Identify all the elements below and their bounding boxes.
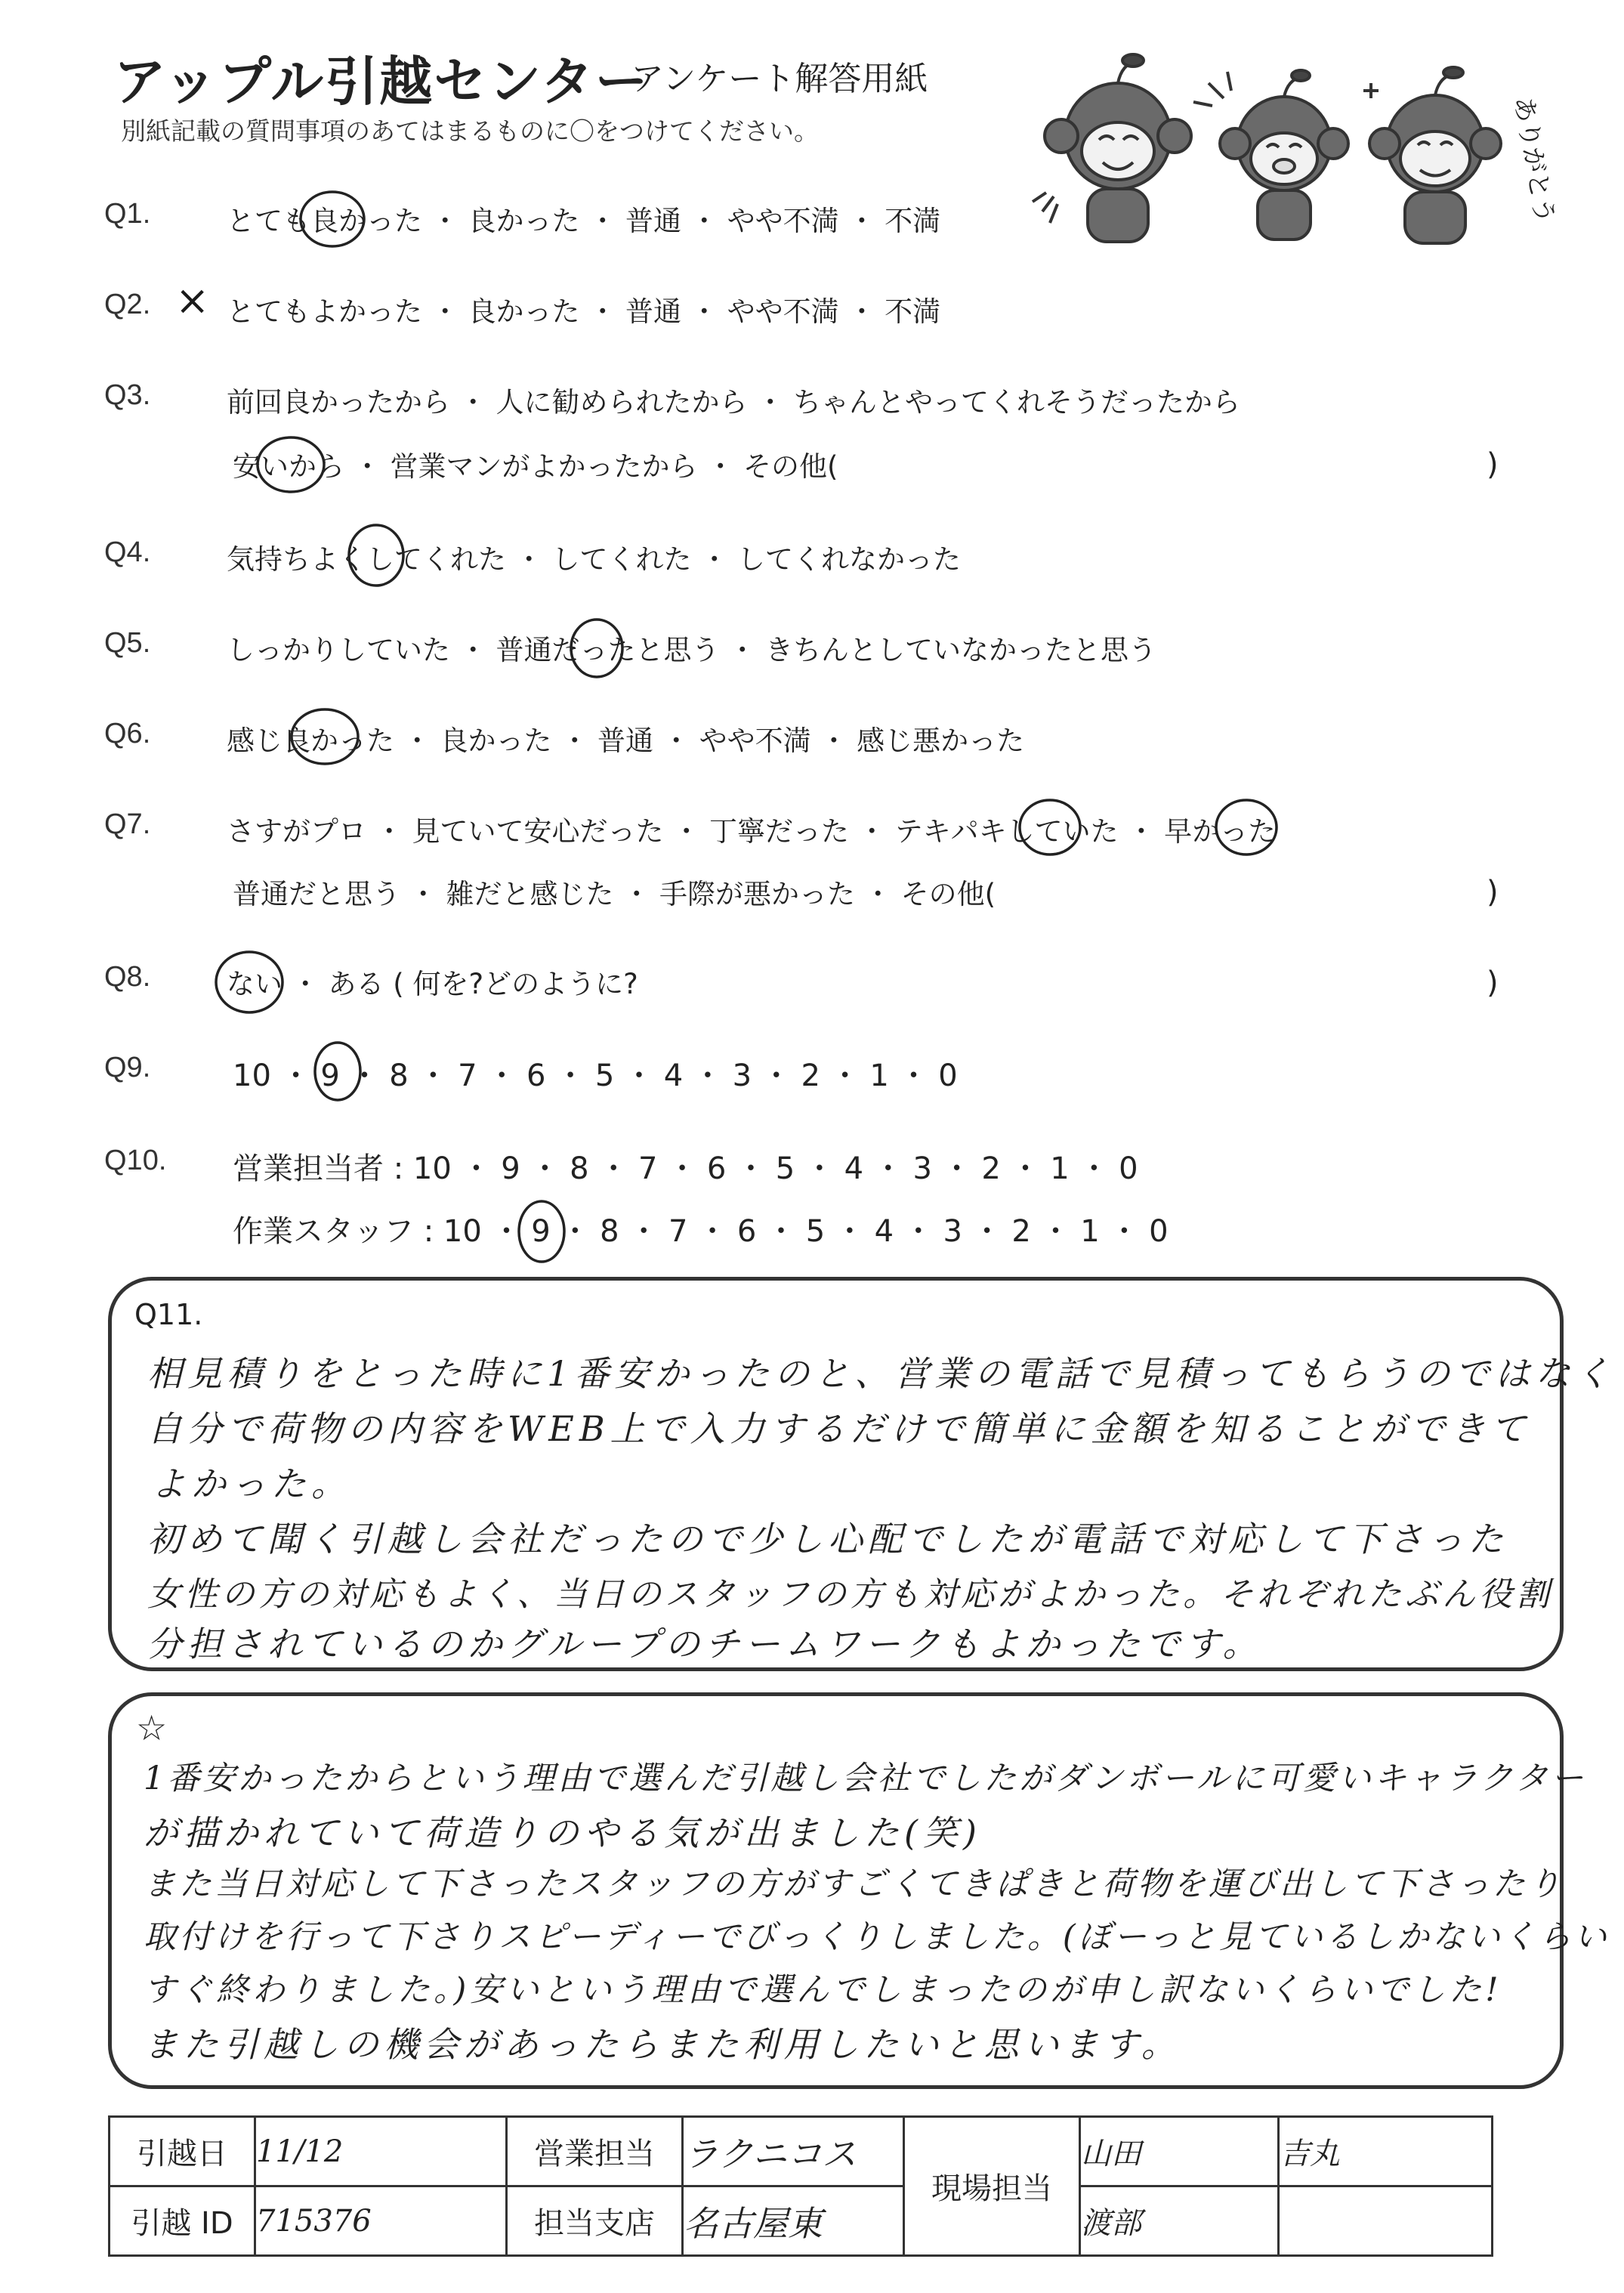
move-id-value: 715376 xyxy=(255,2186,507,2256)
q7-options-line2: 普通だと思う ・ 雑だと感じた ・ 手際が悪かった ・ その他( xyxy=(233,878,996,910)
site-staff-4 xyxy=(1279,2186,1493,2256)
q6-circle-mark xyxy=(292,709,358,764)
q10-label: Q10. xyxy=(104,1145,167,1176)
comment-line-1: 1番安かったからという理由で選んだ引越し会社でしたがダンボールに可愛いキャラクター xyxy=(144,1760,1587,1797)
q8-label: Q8. xyxy=(104,961,151,993)
q2-cross-mark: × xyxy=(175,277,210,324)
q3-options-line2: 安いから ・ 営業マンがよかったから ・ その他( xyxy=(233,450,838,483)
comment-line-4: 取付けを行って下さりスピーディーでびっくりしました。(ぼーっと見ているしかないくらい xyxy=(144,1918,1610,1956)
q5-circle-mark xyxy=(571,620,622,677)
q7-circle-mark-b xyxy=(1216,800,1277,854)
q11-label: Q11. xyxy=(134,1298,203,1331)
q7-label: Q7. xyxy=(104,808,151,840)
comment-line-2: が描かれていて荷造りのやる気が出ました(笑) xyxy=(144,1812,982,1853)
sales-value: ラクニコス xyxy=(683,2117,904,2186)
q3-options-line1: 前回良かったから ・ 人に勧められたから ・ ちゃんとやってくれそうだったから xyxy=(227,386,1241,419)
q8-circle-mark xyxy=(216,952,283,1012)
company-title: アップル引越センター xyxy=(113,51,650,113)
q7-options-line1: さすがプロ ・ 見ていて安心だった ・ 丁寧だった ・ テキパキしていた ・ 早かった xyxy=(227,815,1277,848)
q6-options: 感じ良かった ・ 良かった ・ 普通 ・ やや不満 ・ 感じ悪かった xyxy=(227,725,1025,757)
q1-options: とても良かった ・ 良かった ・ 普通 ・ やや不満 ・ 不満 xyxy=(227,205,941,237)
q8-close-paren: ) xyxy=(1487,966,1499,1000)
q1-label: Q1. xyxy=(104,198,151,230)
q11-line-3: よかった。 xyxy=(151,1463,351,1504)
branch-label: 担当支店 xyxy=(507,2186,683,2256)
move-date-value: 11/12 xyxy=(255,2117,507,2186)
branch-value: 名古屋東 xyxy=(683,2186,904,2256)
move-id-label: 引越 ID xyxy=(110,2186,255,2256)
q8-options: ない ・ ある ( 何を?どのように? xyxy=(227,968,638,1000)
q2-options: とてもよかった ・ 良かった ・ 普通 ・ やや不満 ・ 不満 xyxy=(227,295,941,328)
q10-sales-scale: 営業担当者 : 10 ・ 9 ・ 8 ・ 7 ・ 6 ・ 5 ・ 4 ・ 3 ・ 2 ・ 1 ・ 0 xyxy=(233,1151,1138,1186)
form-title: アンケート解答用紙 xyxy=(631,60,928,98)
q9-label: Q9. xyxy=(104,1052,151,1083)
site-staff-3: 渡部 xyxy=(1080,2186,1279,2256)
q11-line-6: 分担されているのかグループのチームワークもよかったです。 xyxy=(147,1624,1263,1664)
q3-label: Q3. xyxy=(104,379,151,411)
comment-line-5: すぐ終わりました。)安いという理由で選んでしまったのが申し訳ないくらいでした! xyxy=(144,1971,1502,2009)
q6-label: Q6. xyxy=(104,718,151,749)
q10-staff-circle-mark xyxy=(519,1201,564,1262)
site-staff-2: 吉丸 xyxy=(1279,2117,1493,2186)
thanks-text: ありがとう xyxy=(1508,94,1560,226)
q5-options: しっかりしていた ・ 普通だったと思う ・ きちんとしていなかったと思う xyxy=(227,634,1157,666)
sales-label: 営業担当 xyxy=(507,2117,683,2186)
q4-options: 気持ちよくしてくれた ・ してくれた ・ してくれなかった xyxy=(227,543,962,576)
q3-close-paren: ) xyxy=(1487,447,1499,482)
move-date-label: 引越日 xyxy=(110,2117,255,2186)
q3-circle-mark xyxy=(258,437,324,492)
instruction-text: 別紙記載の質問事項のあてはまるものに〇をつけてください。 xyxy=(121,116,819,146)
q11-line-4: 初めて聞く引越し会社だったので少し心配でしたが電話で対応して下さった xyxy=(147,1519,1508,1559)
q4-label: Q4. xyxy=(104,536,151,568)
q9-circle-mark xyxy=(315,1043,360,1100)
site-staff-label: 現場担当 xyxy=(904,2117,1080,2256)
q4-circle-mark xyxy=(349,525,403,586)
q10-staff-scale: 作業スタッフ : 10 ・ 9 ・ 8 ・ 7 ・ 6 ・ 5 ・ 4 ・ 3 ・ 2 ・ 1 ・ 0 xyxy=(233,1214,1169,1249)
footer-table xyxy=(108,2115,1493,2257)
comment-line-3: また当日対応して下さったスタッフの方がすごくてきぱきと荷物を運び出して下さったり xyxy=(144,1865,1564,1903)
q2-label: Q2. xyxy=(104,289,151,320)
q11-line-2: 自分で荷物の内容をWEB上で入力するだけで簡単に金額を知ることができて xyxy=(147,1408,1531,1449)
comment-line-6: また引越しの機会があったらまた利用したいと思います。 xyxy=(144,2024,1181,2065)
q5-label: Q5. xyxy=(104,627,151,659)
site-staff-1: 山田 xyxy=(1080,2117,1279,2186)
comment-star-icon: ☆ xyxy=(136,1707,168,1748)
q9-scale: 10 ・ 9 ・ 8 ・ 7 ・ 6 ・ 5 ・ 4 ・ 3 ・ 2 ・ 1 ・ 0 xyxy=(233,1058,958,1093)
q7-circle-mark-a xyxy=(1020,800,1080,854)
q7-close-paren: ) xyxy=(1487,875,1499,910)
q1-circle-mark xyxy=(301,192,364,246)
q11-line-1: 相見積りをとった時に1番安かったのと、営業の電話で見積ってもらうのではなく xyxy=(147,1353,1616,1394)
q11-line-5: 女性の方の対応もよく、当日のスタッフの方も対応がよかった。それぞれたぶん役割 xyxy=(147,1575,1554,1614)
